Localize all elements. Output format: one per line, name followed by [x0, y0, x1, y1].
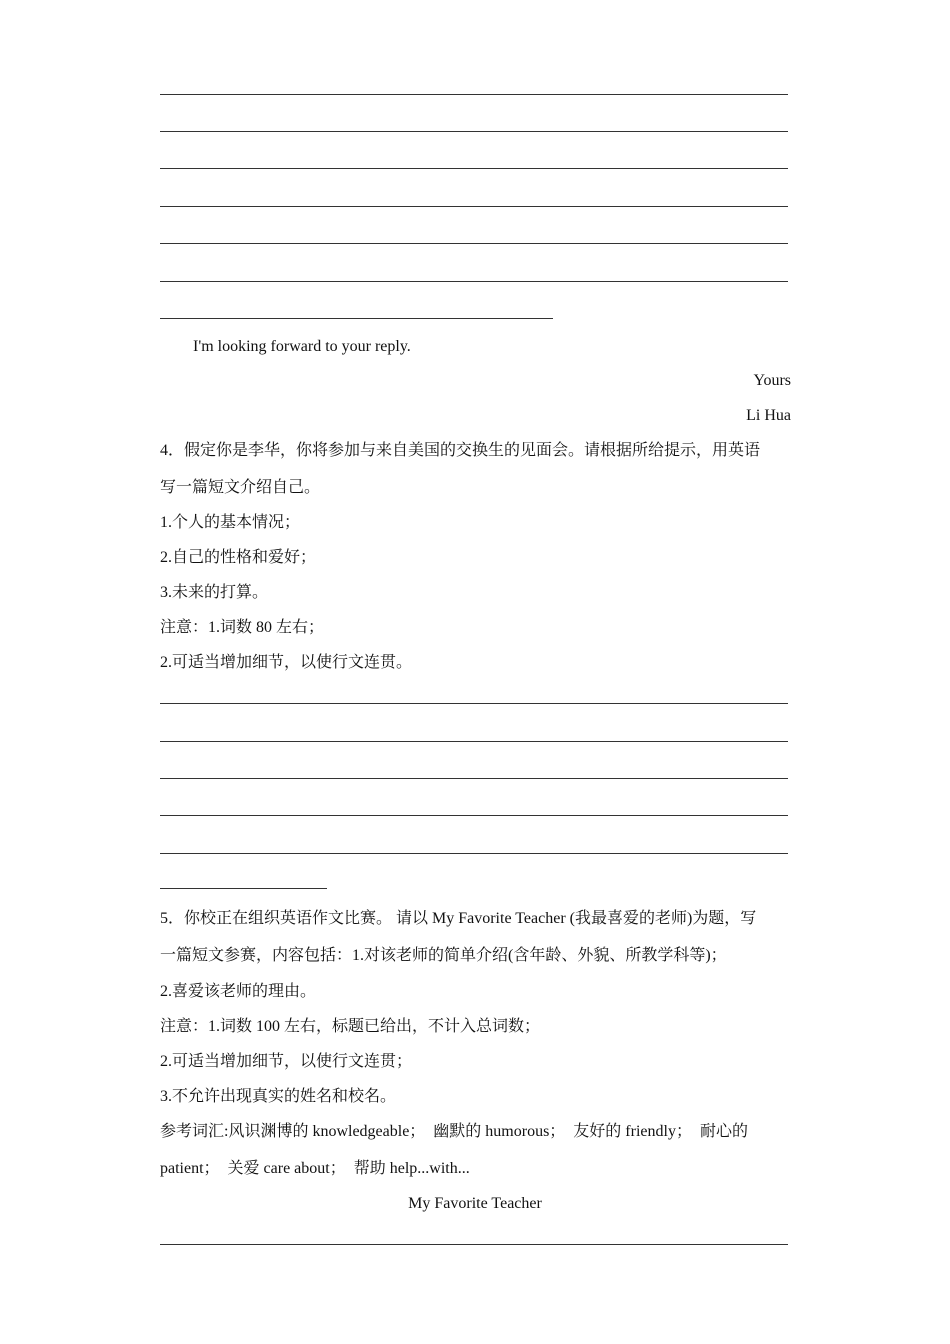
answer-line[interactable]	[160, 703, 788, 704]
q5-note-1: 注意：1.词数 100 左右，标题已给出，不计入总词数；	[160, 1018, 541, 1035]
q5-prompt-line2: 一篇短文参赛，内容包括：1.对该老师的简单介绍(含年龄、外貌、所教学科等)；	[160, 947, 727, 964]
q5-point-2: 2.喜爱该老师的理由。	[160, 983, 317, 1000]
q4-point-2: 2.自己的性格和爱好；	[160, 549, 317, 566]
answer-line[interactable]	[160, 815, 788, 816]
q4-prompt-line1: 4．假定你是李华，你将参加与来自美国的交换生的见面会。请根据所给提示，用英语	[160, 442, 761, 459]
answer-line-short[interactable]	[160, 318, 553, 319]
closing-looking-forward: I'm looking forward to your reply.	[193, 338, 411, 355]
answer-line[interactable]	[160, 741, 788, 742]
answer-line[interactable]	[160, 243, 788, 244]
q4-point-1: 1.个人的基本情况；	[160, 514, 301, 531]
answer-line[interactable]	[160, 853, 788, 854]
answer-line[interactable]	[160, 778, 788, 779]
q4-prompt-line2: 写一篇短文介绍自己。	[160, 479, 321, 496]
q5-vocab-line2: patient； 关爱 care about； 帮助 help...with...	[160, 1160, 470, 1177]
q4-note-1: 注意：1.词数 80 左右；	[160, 619, 325, 636]
q4-note-2: 2.可适当增加细节，以使行文连贯。	[160, 654, 413, 671]
q5-prompt-line1: 5．你校正在组织英语作文比赛。 请以 My Favorite Teacher (我最喜爱的老师)为题，写	[160, 910, 757, 927]
answer-line[interactable]	[160, 281, 788, 282]
answer-line-short[interactable]	[160, 888, 327, 889]
q4-point-3: 3.未来的打算。	[160, 584, 269, 601]
answer-line[interactable]	[160, 168, 788, 169]
q5-vocab-line1: 参考词汇:风识渊博的 knowledgeable； 幽默的 humorous； 友好的 friendly； 耐心的	[160, 1123, 748, 1140]
answer-line[interactable]	[160, 1244, 788, 1245]
q5-note-2: 2.可适当增加细节，以使行文连贯；	[160, 1053, 413, 1070]
answer-line[interactable]	[160, 131, 788, 132]
closing-yours: Yours	[753, 372, 791, 389]
q5-note-3: 3.不允许出现真实的姓名和校名。	[160, 1088, 397, 1105]
signature: Li Hua	[746, 407, 791, 424]
answer-line[interactable]	[160, 206, 788, 207]
essay-title: My Favorite Teacher	[408, 1195, 542, 1212]
answer-line[interactable]	[160, 94, 788, 95]
